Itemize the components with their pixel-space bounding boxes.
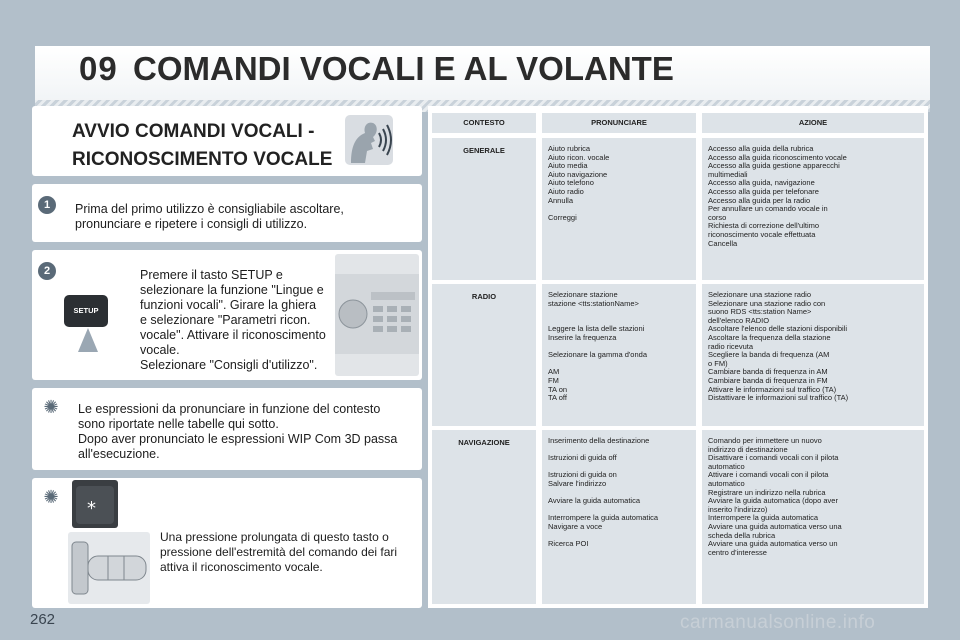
table-row-context: RADIO	[432, 284, 536, 426]
step-1-badge: 1	[38, 196, 56, 214]
note-2-text: Una pressione prolungata di questo tasto o pressione dell'estremità del comando dei fari attiva il riconoscimento vocale.	[160, 530, 398, 574]
chapter-number: 09	[79, 50, 118, 87]
table-row-pronounce: Aiuto rubrica Aiuto ricon. vocale Aiuto media Aiuto navigazione Aiuto telefono Aiuto radio Annulla Correggi	[542, 138, 696, 280]
table-row-action: Selezionare una stazione radio Selezionare una stazione radio con suono RDS <tts:station Name> dell'elenco RADIO Ascoltare l'elenco delle stazioni disponibili Ascoltare la frequenza della stazione radio ricevuta Scegliere la banda di frequenza (AM o FM) Cambiare banda di frequenza in AM Cambiare banda di frequenza in FM Attivare le informazioni sul traffico (TA) Distattivare le informazioni sul traffico (TA)	[702, 284, 924, 426]
column-header-pronounce: PRONUNCIARE	[542, 113, 696, 133]
table-row-context: NAVIGAZIONE	[432, 430, 536, 604]
radio-unit-image	[335, 254, 419, 376]
svg-text:*: *	[87, 498, 96, 519]
arrow-up-icon	[78, 328, 98, 352]
step-2-text: Premere il tasto SETUP e selezionare la funzione "Lingue e funzioni vocali". Girare la ghiera e selezionare "Parametri ricon. vocale". Attivare il riconoscimento vocale. Selezionare "Consigli d'utilizzo".	[140, 268, 326, 372]
sun-tip-icon: ✺	[43, 487, 59, 507]
section-title: AVVIO COMANDI VOCALI - RICONOSCIMENTO VOCALE	[72, 121, 333, 170]
note-1-text: Le espressioni da pronunciare in funzione del contesto sono riportate nelle tabelle qui sotto. Dopo aver pronunciato le espressioni WIP Com 3D passa all'esecuzione.	[78, 402, 398, 461]
table-row-pronounce: Selezionare stazione stazione <tts:stationName> Leggere la lista delle stazioni Inserire la frequenza Selezionare la gamma d'onda AM FM TA on TA off	[542, 284, 696, 426]
table-row-action: Accesso alla guida della rubrica Accesso alla guida riconoscimento vocale Accesso alla guida gestione apparecchi multimediali Accesso alla guida, navigazione Accesso alla guida per telefonare Accesso alla guida per la radio Per annullare un comando vocale in corso Richiesta di correzione dell'ultimo riconoscimento vocale effettuata Cancella	[702, 138, 924, 280]
table-row-action: Comando per immettere un nuovo indirizzo di destinazione Disattivare i comandi vocali con il pilota automatico Attivare i comandi vocali con il pilota automatico Registrare un indirizzo nella rubrica Avviare la guida automatica (dopo aver inserito l'indirizzo) Interrompere la guida automatica Avviare una guida automatica verso una scheda della rubrica Avviare una guida automatica verso un centro d'interesse	[702, 430, 924, 604]
headlamp-stalk-image	[68, 532, 150, 604]
watermark: carmanualsonline.info	[680, 612, 876, 633]
setup-button[interactable]: SETUP	[64, 295, 108, 327]
page-number: 262	[30, 611, 56, 628]
sun-tip-icon: ✺	[43, 397, 59, 417]
chapter-title: COMANDI VOCALI E AL VOLANTE	[133, 50, 674, 87]
voice-recognition-icon	[345, 115, 393, 165]
steering-button-image	[72, 480, 118, 528]
table-row-context: GENERALE	[432, 138, 536, 280]
column-header-action: AZIONE	[702, 113, 924, 133]
column-header-context: CONTESTO	[432, 113, 536, 133]
table-row-pronounce: Inserimento della destinazione Istruzioni di guida off Istruzioni di guida on Salvare l'indirizzo Avviare la guida automatica Interrompere la guida automatica Navigare a voce Ricerca POI	[542, 430, 696, 604]
step-1-text: Prima del primo utilizzo è consigliabile ascoltare, pronunciare e ripetere i consigli di utilizzo.	[75, 202, 344, 231]
step-2-badge: 2	[38, 262, 56, 280]
